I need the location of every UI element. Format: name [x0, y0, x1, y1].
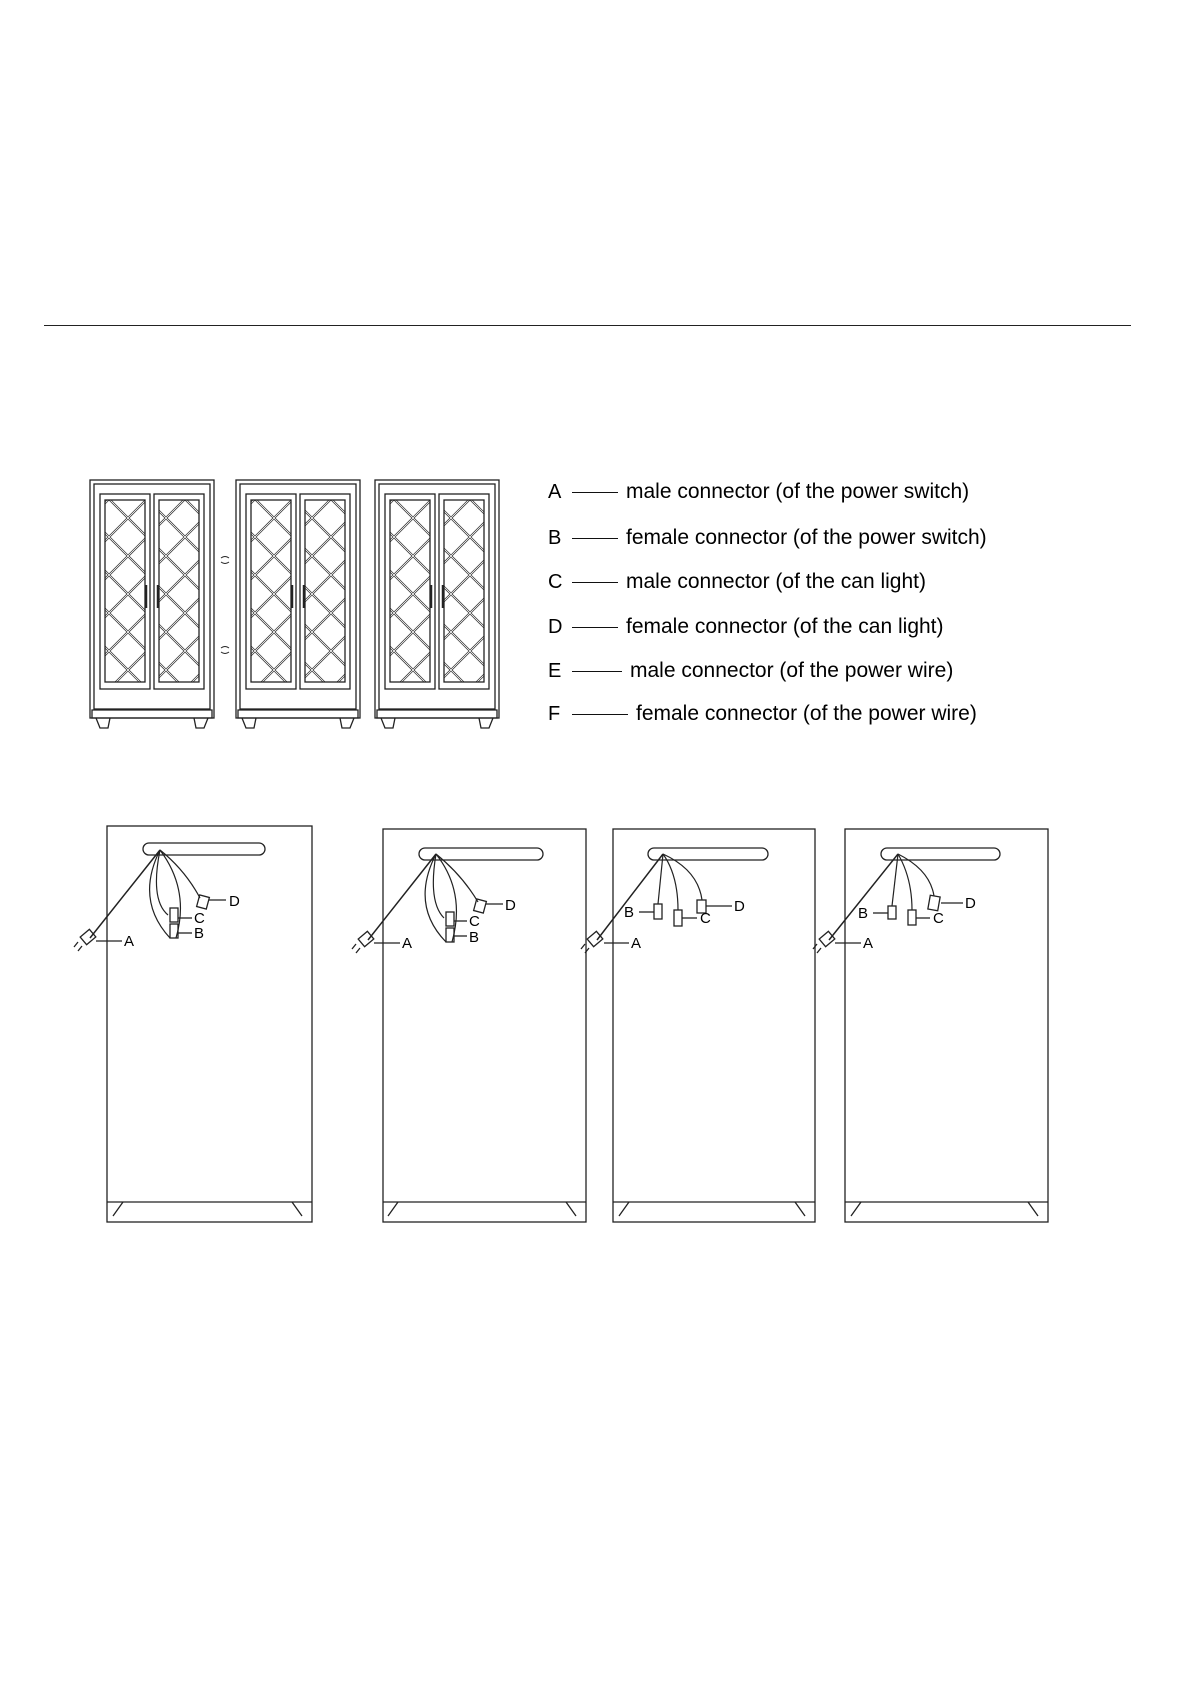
wiring-diagrams	[0, 820, 1191, 1240]
legend-letter: E	[548, 659, 562, 682]
legend-letter: F	[548, 702, 561, 725]
leader-line	[572, 627, 618, 628]
leader-line	[572, 538, 618, 539]
legend-text: female connector (of the can light)	[626, 615, 944, 638]
label-c: C	[469, 913, 480, 930]
label-a: A	[631, 935, 642, 952]
label-c: C	[194, 910, 205, 927]
legend-row	[548, 702, 977, 726]
cabinet-front-illustration	[0, 470, 520, 735]
cabinet-3	[375, 480, 499, 728]
label-b: B	[858, 905, 869, 922]
label-a: A	[402, 935, 413, 952]
connector-legend	[548, 480, 1048, 740]
wiring-panel-3	[581, 829, 815, 1222]
wiring-panel-2	[352, 829, 586, 1222]
join-mark	[221, 557, 229, 654]
legend-text: male connector (of the power wire)	[630, 659, 954, 682]
label-d: D	[965, 895, 976, 912]
label-a: A	[124, 933, 135, 950]
leader-line	[572, 492, 618, 493]
legend-text: female connector (of the power switch)	[626, 526, 987, 549]
legend-letter: C	[548, 570, 563, 593]
legend-text: male connector (of the can light)	[626, 570, 926, 593]
label-b: B	[469, 929, 480, 946]
legend-letter: D	[548, 615, 563, 638]
leader-line	[572, 671, 622, 672]
cabinet-2	[236, 480, 360, 728]
legend-row	[548, 659, 953, 683]
legend-letter: B	[548, 526, 562, 549]
legend-row	[548, 480, 969, 504]
legend-letter: A	[548, 480, 562, 503]
leader-line	[572, 714, 628, 715]
legend-text: female connector (of the power wire)	[636, 702, 977, 725]
label-c: C	[933, 910, 944, 927]
label-b: B	[624, 904, 635, 921]
legend-row	[548, 615, 944, 639]
leader-line	[572, 582, 618, 583]
wiring-panel-1	[74, 826, 312, 1222]
label-d: D	[505, 897, 516, 914]
label-d: D	[229, 893, 240, 910]
cabinet-1	[90, 480, 214, 728]
label-d: D	[734, 898, 745, 915]
label-a: A	[863, 935, 874, 952]
horizontal-divider	[44, 325, 1131, 326]
legend-row	[548, 570, 926, 594]
legend-row	[548, 526, 987, 550]
label-b: B	[194, 925, 205, 942]
wiring-panel-4	[813, 829, 1048, 1222]
legend-text: male connector (of the power switch)	[626, 480, 970, 503]
label-c: C	[700, 910, 711, 927]
